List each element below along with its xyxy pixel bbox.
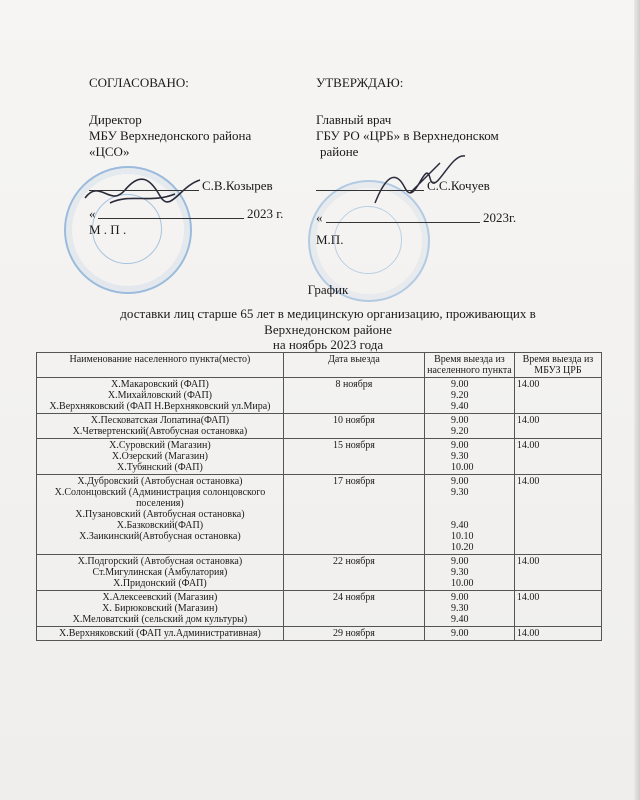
- date-cell: 22 ноября: [283, 555, 424, 591]
- depart-time: 9.20: [451, 426, 469, 437]
- date-cell: 10 ноября: [283, 414, 424, 439]
- right-org-line1: ГБУ РО «ЦРБ» в Верхнедонском: [316, 128, 499, 143]
- depart-time: 9.00: [451, 628, 469, 639]
- right-date-prefix: «: [316, 210, 323, 225]
- date-cell: 24 ноября: [283, 591, 424, 627]
- place-name: Х.Песковатская Лопатина(ФАП): [90, 415, 230, 426]
- date-cell: 8 ноября: [283, 378, 424, 414]
- right-date-line: [326, 222, 480, 223]
- date-cell: 29 ноября: [283, 627, 424, 641]
- left-signer: С.В.Козырев: [202, 178, 273, 193]
- place-name: Ст.Мигулинская (Амбулатория): [92, 567, 228, 578]
- depart-time: 9.30: [451, 487, 469, 498]
- place-cell: [37, 555, 284, 591]
- depart-time: 9.20: [451, 390, 469, 401]
- left-signature: [80, 168, 220, 218]
- depart-time-cell: [425, 378, 515, 414]
- depart-time: 9.00: [451, 556, 469, 567]
- depart-time-cell: [425, 627, 515, 641]
- depart-time: 9.30: [451, 603, 469, 614]
- table-row: [37, 414, 602, 439]
- table-row: [37, 378, 602, 414]
- place-cell: [37, 439, 284, 475]
- left-heading: СОГЛАСОВАНО:: [89, 75, 189, 90]
- right-heading: УТВЕРЖДАЮ:: [316, 75, 404, 90]
- left-position: Директор: [89, 112, 142, 127]
- header-date: Дата выезда: [283, 353, 424, 378]
- place-name: Х.Верхняковский (ФАП Н.Верхняковский ул.Мира): [49, 401, 271, 412]
- left-org-line1: МБУ Верхнедонского района: [89, 128, 252, 143]
- depart-time: 9.00: [451, 592, 469, 603]
- depart-time-cell: [425, 555, 515, 591]
- place-name: Х.Михайловский (ФАП): [107, 390, 212, 401]
- depart-time-cell: [425, 591, 515, 627]
- depart-time: 10.00: [451, 462, 474, 473]
- return-time-cell: 14.00: [514, 378, 601, 414]
- place-name: Х.Макаровский (ФАП): [111, 379, 209, 390]
- place-cell: [37, 627, 284, 641]
- table-row: [37, 475, 602, 555]
- depart-time: 9.00: [451, 476, 469, 487]
- left-date-line: [98, 218, 244, 219]
- place-name: Х.Заикинский(Автобусная остановка): [79, 531, 241, 542]
- place-name: Х.Суровский (Магазин): [109, 440, 211, 451]
- place-name: Х.Озерский (Магазин): [111, 451, 208, 462]
- schedule-table-body: [37, 378, 602, 641]
- document-subtitle-line3: на ноябрь 2023 года: [272, 337, 384, 352]
- table-row: [37, 555, 602, 591]
- table-row: [37, 627, 602, 641]
- header-place: Наименование населенного пункта(место): [37, 353, 284, 378]
- depart-time: 10.00: [451, 578, 474, 589]
- right-org-line2: районе: [320, 144, 359, 159]
- place-name: Х.Пузановский (Автобусная остановка): [75, 509, 245, 520]
- table-header-row: [37, 353, 602, 378]
- page-edge-shadow: [634, 0, 640, 800]
- schedule-table: [36, 352, 602, 641]
- depart-time: 9.00: [451, 440, 469, 451]
- place-name: Х. Бирюковский (Магазин): [102, 603, 218, 614]
- place-cell: [37, 591, 284, 627]
- depart-time: 10.10: [451, 531, 474, 542]
- place-name: Х.Меловатский (сельский дом культуры): [72, 614, 248, 625]
- table-row: [37, 439, 602, 475]
- place-name: Х.Подгорский (Автобусная остановка): [77, 556, 243, 567]
- depart-time: 9.40: [451, 401, 469, 412]
- place-name: Х.Дубровский (Автобусная остановка): [77, 476, 243, 487]
- depart-time-cell: [425, 475, 515, 555]
- depart-time-cell: [425, 414, 515, 439]
- depart-time: 9.40: [451, 614, 469, 625]
- place-name: Х.Солонцовский (Администрация солонцовского поселения): [54, 487, 266, 509]
- place-cell: [37, 414, 284, 439]
- right-date-suffix: 2023г.: [483, 210, 517, 225]
- document-subtitle-line2: Верхнедонском районе: [264, 322, 392, 337]
- left-org-line2: «ЦСО»: [89, 144, 130, 159]
- right-signature-line: [316, 190, 424, 191]
- right-signer: С.С.Кочуев: [427, 178, 490, 193]
- right-stamp-mark: М.П.: [316, 232, 344, 247]
- place-cell: [37, 378, 284, 414]
- return-time-cell: 14.00: [514, 414, 601, 439]
- place-name: Х.Верхняковский (ФАП ул.Административная): [58, 628, 261, 639]
- header-return: Время выезда из МБУЗ ЦРБ: [514, 353, 601, 378]
- document-subtitle-line1: доставки лиц старше 65 лет в медицинскую организацию, проживающих в: [120, 306, 536, 321]
- return-time-cell: 14.00: [514, 439, 601, 475]
- place-name: Х.Придонский (ФАП): [113, 578, 207, 589]
- depart-time-cell: [425, 439, 515, 475]
- place-name: Х.Алексеевский (Магазин): [102, 592, 218, 603]
- depart-time: 9.30: [451, 451, 469, 462]
- left-date-prefix: «: [89, 206, 96, 221]
- return-time-cell: 14.00: [514, 591, 601, 627]
- left-date-suffix: 2023 г.: [247, 206, 284, 221]
- date-cell: 17 ноября: [283, 475, 424, 555]
- date-cell: 15 ноября: [283, 439, 424, 475]
- right-position: Главный врач: [316, 112, 392, 127]
- return-time-cell: 14.00: [514, 555, 601, 591]
- header-depart: Время выезда из населенного пункта: [425, 353, 515, 378]
- document-title: График: [307, 282, 349, 297]
- return-time-cell: 14.00: [514, 627, 601, 641]
- depart-time: 9.30: [451, 567, 469, 578]
- place-name: Х.Четвертенский(Автобусная остановка): [72, 426, 248, 437]
- place-name: Х.Базковский(ФАП): [116, 520, 204, 531]
- place-cell: [37, 475, 284, 555]
- return-time-cell: 14.00: [514, 475, 601, 555]
- left-stamp-mark: М . П .: [89, 222, 127, 237]
- depart-time: 9.40: [451, 520, 469, 531]
- table-row: [37, 591, 602, 627]
- depart-time: 9.00: [451, 379, 469, 390]
- left-signature-line: [89, 190, 199, 191]
- depart-time: 9.00: [451, 415, 469, 426]
- depart-time: 10.20: [451, 542, 474, 553]
- place-name: Х.Тубянский (ФАП): [116, 462, 203, 473]
